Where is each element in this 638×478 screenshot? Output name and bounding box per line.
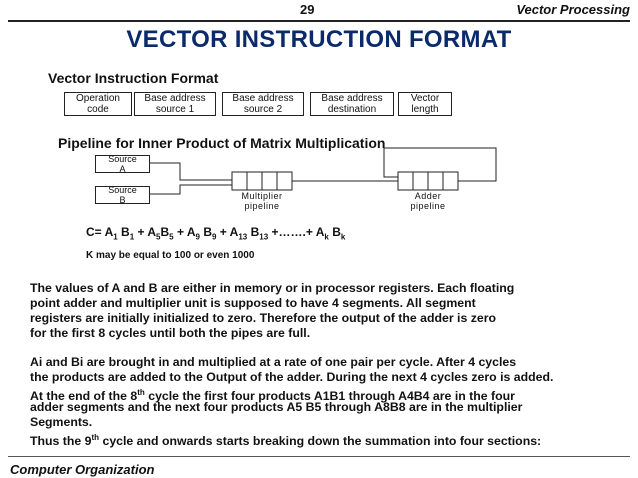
page-number: 29 [300, 2, 315, 17]
page-title: VECTOR INSTRUCTION FORMAT [126, 26, 512, 53]
ordinal-suffix: th [91, 433, 100, 442]
source-b-label: Source [108, 185, 137, 195]
multiplier-pipeline-label [230, 191, 294, 211]
multiplier-label-line1: Multiplier [241, 191, 283, 201]
formula-join: +…….+ A [268, 225, 325, 239]
formula-sub: 1 [113, 232, 118, 242]
adder-feedback-loop [384, 148, 496, 181]
formula-sub: 13 [259, 232, 269, 242]
paragraph-line: Ai and Bi are brought in and multiplied at a rate of one pair per cycle. After 4 cycles [30, 355, 517, 369]
source-b-box [95, 186, 150, 204]
adder-segment [443, 172, 458, 190]
multiplier-segment [232, 172, 247, 190]
paragraph-line: adder segments and the next four products A5 B5 through A8B8 are in the multiplier [30, 400, 523, 414]
text-segment: cycle the first four products A1B1 through A4B4 are in the four [144, 389, 515, 404]
formula-sub: 9 [195, 232, 200, 242]
header-section-title: Vector Processing [516, 2, 630, 17]
paragraph-line [30, 430, 541, 449]
source-a-letter: A [119, 164, 126, 174]
source-b-letter: B [119, 195, 126, 205]
field-label-line2: length [411, 104, 439, 115]
formula-sub: 5 [169, 232, 174, 242]
formula-sub: 1 [129, 232, 135, 242]
field-label-line1: Vector [410, 93, 440, 104]
text-segment: cycle and onwards starts breaking down the summation into four sections: [99, 434, 542, 449]
formula-sub: 9 [211, 232, 217, 242]
paragraph-line: Segments. [30, 415, 93, 429]
paragraph-line: The values of A and B are either in memory or in processor registers. Each floating [30, 281, 515, 295]
multiplier-label-line2: pipeline [244, 201, 280, 211]
formula-prefix: C= A [86, 225, 114, 239]
source-a-label: Source [108, 154, 137, 164]
multiplier-segment [277, 172, 292, 190]
formula-sub: 13 [238, 232, 248, 242]
paragraph-line: registers are initially initialized to zero. Therefore the output of the adder is zero [30, 311, 497, 325]
formula-sub: k [324, 232, 329, 242]
connector-source-b [150, 185, 232, 194]
ordinal-suffix: th [137, 388, 145, 397]
adder-label-line2: pipeline [410, 201, 446, 211]
field-label-line2: code [87, 104, 109, 115]
pipeline-heading: Pipeline for Inner Product of Matrix Multiplication [58, 135, 386, 151]
inner-product-formula [86, 225, 345, 241]
field-label-line2: destination [327, 104, 377, 115]
paragraph-line: point adder and multiplier unit is supposed to have 4 segments. All segment [30, 296, 476, 310]
formula-b: B [199, 225, 212, 239]
field-label-line1: Operation [76, 93, 120, 104]
text-segment: Thus the 9 [30, 434, 92, 449]
adder-segment [413, 172, 428, 190]
formula-b: B [117, 225, 130, 239]
field-label-line2: source 1 [155, 104, 195, 115]
source-a-box [95, 155, 150, 173]
footer-course-title: Computer Organization [10, 462, 155, 477]
formula-sub: k [340, 232, 346, 242]
formula-sub: 5 [156, 232, 161, 242]
formula-b: B [247, 225, 260, 239]
text-segment: At the end of the 8 [30, 389, 138, 404]
paragraph-line: for the first 8 cycles until both the pipes are full. [30, 326, 311, 340]
field-label-line1: Base address [321, 93, 383, 104]
multiplier-segment [247, 172, 262, 190]
k-size-note: K may be equal to 100 or even 1000 [86, 250, 255, 261]
field-label-line1: Base address [232, 93, 294, 104]
connector-source-a [150, 163, 232, 180]
field-label-line1: Base address [144, 93, 206, 104]
instruction-format-heading: Vector Instruction Format [48, 70, 219, 86]
adder-label-line1: Adder [414, 191, 442, 201]
adder-segment [428, 172, 443, 190]
field-label-line2: source 2 [243, 104, 283, 115]
multiplier-segment [262, 172, 277, 190]
formula-join: + A [173, 225, 196, 239]
adder-pipeline-label [396, 191, 460, 211]
paragraph-line: the products are added to the Output of the adder. During the next 4 cycles zero is added. [30, 370, 554, 384]
formula-join: + A [134, 225, 157, 239]
formula-b: B [328, 225, 341, 239]
formula-join: + A [216, 225, 239, 239]
adder-segment [398, 172, 413, 190]
bottom-divider [8, 456, 630, 457]
formula-b: B [160, 225, 170, 239]
